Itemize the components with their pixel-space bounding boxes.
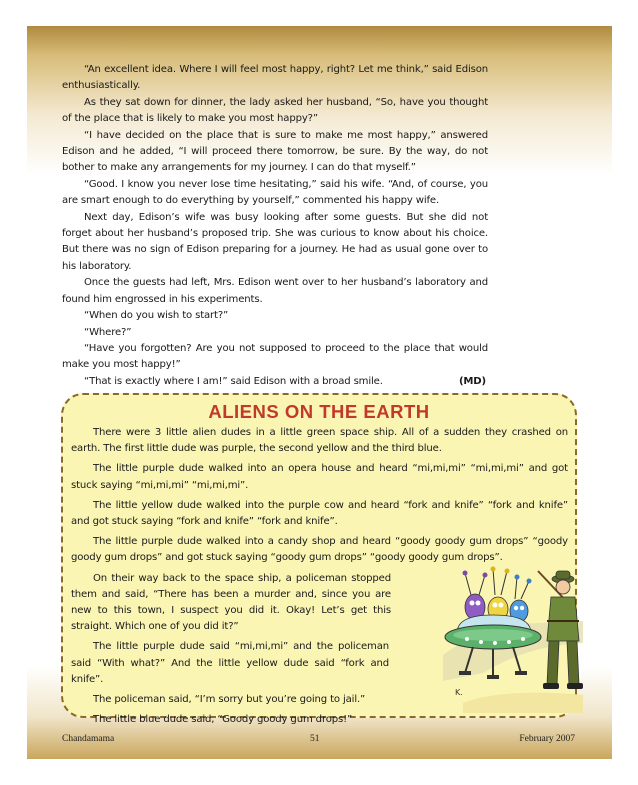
illustrator-signature: K. — [455, 688, 463, 697]
alien-purple-icon — [463, 571, 488, 621]
box-paragraph: The policeman said, “I’m sorry but you’re going to jail.” — [93, 694, 366, 706]
story-text — [62, 62, 488, 390]
box-paragraph: The little purple dude walked into an opera house and heard “mi,mi,mi” “mi,mi,mi” and got stuck saying “mi,mi,mi” “mi,mi,mi”. — [71, 463, 568, 491]
aliens-spaceship-illustration — [443, 563, 583, 713]
alien-yellow-icon — [488, 567, 510, 622]
page-number: 51 — [310, 734, 320, 744]
magazine-name: Chandamama — [62, 734, 115, 744]
story-closing-sentence: “That is exactly where I am!” said Edison with a broad smile. — [84, 375, 383, 387]
story-paragraph: “When do you wish to start?” — [84, 310, 229, 322]
story-paragraph: Once the guests had left, Mrs. Edison went over to her husband’s laboratory and found him engrossed in his experiments. — [62, 277, 488, 305]
box-paragraph: The little yellow dude walked into the purple cow and heard “fork and knife” “fork and knife” and got stuck saying “fork and knife” “fork and knife”. — [71, 499, 568, 528]
story-paragraph: As they sat down for dinner, the lady asked her husband, “So, have you thought of the place that is likely to make you most happy?” — [62, 96, 488, 125]
box-paragraph: There were 3 little alien dudes in a little green space ship. All of a sudden they crashed on earth. The first little dude was purple, the second yellow and the third blue. — [71, 427, 568, 455]
box-paragraph: On their way back to the space ship, a policeman stopped them and said, “There has been a murder and, since you are new to this town, I suspect you did it. Okay! Let’s get this straight. Which one of you did it?” — [71, 572, 391, 633]
story-paragraph: “Good. I know you never lose time hesitating,” said his wife. “And, of course, you are smart enough to do everything by yourself,” commented his happy wife. — [62, 178, 488, 207]
box-paragraph: The little blue dude said, “Goody goody gum drops!” — [93, 714, 353, 726]
story-paragraph: “Where?” — [84, 326, 132, 338]
grass-ground — [463, 693, 583, 713]
box-title: ALIENS ON THE EARTH — [208, 401, 430, 422]
story-paragraph: “I have decided on the place that is sure to make me most happy,” answered Edison and he added, “I will proceed there tomorrow, be sure. By the way, do not bother to make any arrangements for my journey. I can do that myself.” — [62, 129, 488, 174]
box-paragraph: The little purple dude walked into a candy shop and heard “goody goody gum drops” “goody goody gum drops” and got stuck saying “goody gum drops” “goody goody gum drops”. — [71, 536, 568, 564]
issue-date: February 2007 — [519, 734, 575, 744]
story-paragraph: Next day, Edison’s wife was busy looking after some guests. But she did not forget about her husband’s proposed trip. She was curious to know about his choice. But there was no sign of Edison preparing for a journey. He had as usual gone over to his laboratory. — [62, 211, 488, 272]
alien-blue-icon — [510, 575, 532, 623]
story-paragraph: “An excellent idea. Where I will feel most happy, right? Let me think,” said Edison enthusiastically. — [62, 64, 488, 92]
author-tag: (MD) — [458, 375, 486, 387]
box-paragraph: The little purple dude said “mi,mi,mi” and the policeman said “With what?” And the little yellow dude said “fork and knife”. — [71, 641, 389, 685]
story-last-line — [62, 374, 488, 390]
story-paragraph: “Have you forgotten? Are you not supposed to proceed to the place that would make you most happy!” — [62, 342, 488, 371]
aliens-box — [61, 393, 577, 726]
